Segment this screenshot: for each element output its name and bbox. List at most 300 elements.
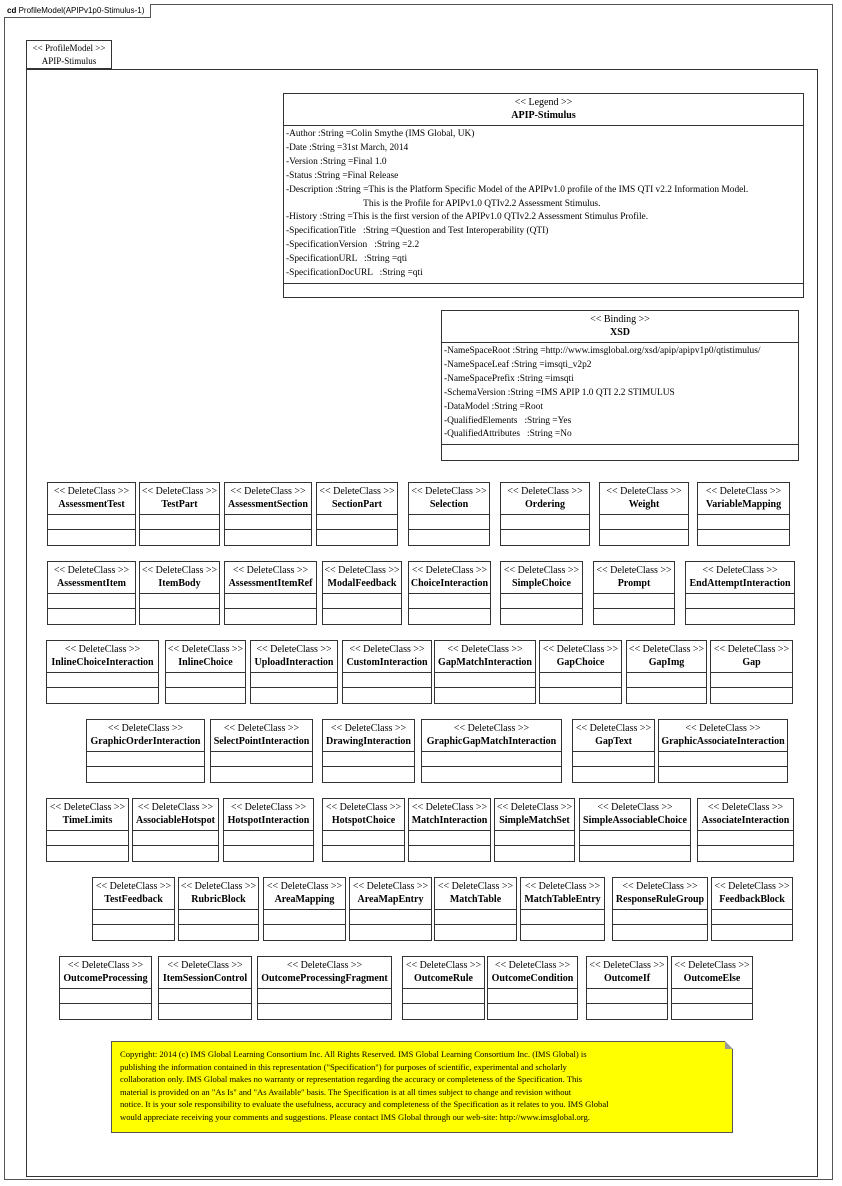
attribute-compartment [140, 594, 219, 609]
operation-compartment [540, 688, 621, 703]
class-stereotype: << DeleteClass >> [167, 960, 243, 971]
legend-attributes [284, 126, 803, 284]
operation-compartment [323, 846, 404, 861]
delete-class-prompt[interactable] [593, 561, 675, 625]
class-header [350, 878, 431, 910]
delete-class-weight[interactable] [599, 482, 689, 546]
class-stereotype: << DeleteClass >> [256, 644, 332, 655]
package-tab[interactable] [26, 40, 112, 69]
delete-class-outcome-else[interactable] [671, 956, 753, 1020]
class-header [264, 878, 345, 910]
copyright-text [120, 1048, 724, 1124]
class-name: HotspotChoice [331, 815, 396, 826]
operation-compartment [672, 1004, 752, 1019]
delete-class-select-point-interaction[interactable] [210, 719, 313, 783]
delete-class-outcome-condition[interactable] [487, 956, 578, 1020]
legend-attribute: This is the Profile for APIPv1.0 QTIv2.2 Assessment Stimulus. [286, 198, 601, 209]
delete-class-gap-match-interaction[interactable] [434, 640, 536, 704]
class-name: OutcomeElse [683, 973, 741, 984]
delete-class-section-part[interactable] [316, 482, 398, 546]
operation-compartment [224, 846, 313, 861]
class-header [323, 562, 401, 594]
class-header [48, 562, 135, 594]
class-header [672, 957, 752, 989]
class-stereotype: << DeleteClass >> [49, 802, 126, 813]
class-name: HotspotInteraction [227, 815, 310, 826]
class-header [225, 562, 316, 594]
attribute-compartment [323, 831, 404, 846]
class-stereotype: << DeleteClass >> [405, 960, 482, 971]
delete-class-graphic-gap-match-interaction[interactable] [421, 719, 562, 783]
class-header [409, 799, 490, 831]
legend-header [284, 94, 803, 126]
binding-attribute: -NameSpacePrefix :String =imsqti [444, 373, 574, 384]
class-name: InlineChoiceInteraction [51, 657, 154, 668]
legend-attribute: -Status :String =Final Release [286, 170, 399, 181]
operation-compartment [711, 688, 792, 703]
class-header [659, 720, 787, 752]
delete-class-simple-associable-choice[interactable] [579, 798, 691, 862]
operation-compartment [600, 530, 688, 545]
class-header [224, 799, 313, 831]
class-stereotype: << DeleteClass >> [324, 565, 400, 576]
class-stereotype: << DeleteClass >> [141, 565, 218, 576]
class-stereotype: << DeleteClass >> [330, 723, 407, 734]
binding-attribute: -DataModel :String =Root [444, 401, 544, 412]
operation-compartment [133, 846, 218, 861]
class-header [501, 562, 582, 594]
class-name: AssociableHotspot [136, 815, 215, 826]
attribute-compartment [47, 831, 128, 846]
attribute-compartment [48, 594, 135, 609]
legend-attribute: -SpecificationURL :String =qti [286, 254, 408, 265]
delete-class-response-rule-group[interactable] [612, 877, 708, 941]
attribute-compartment [435, 673, 535, 688]
class-stereotype: << DeleteClass >> [575, 723, 652, 734]
class-header [587, 957, 667, 989]
attribute-compartment [225, 515, 311, 530]
class-stereotype: << DeleteClass >> [447, 644, 523, 655]
delete-class-gap-text[interactable] [572, 719, 655, 783]
class-name: SimpleChoice [512, 578, 571, 589]
delete-class-hotspot-interaction[interactable] [223, 798, 314, 862]
attribute-compartment [686, 594, 794, 609]
class-name: GraphicGapMatchInteraction [426, 736, 557, 747]
attribute-compartment [159, 989, 251, 1004]
class-stereotype: << DeleteClass >> [628, 644, 705, 655]
delete-class-simple-choice[interactable] [500, 561, 583, 625]
operation-compartment [573, 767, 654, 782]
attribute-compartment [627, 673, 706, 688]
class-name: RubricBlock [191, 894, 246, 905]
class-stereotype: << DeleteClass >> [524, 881, 601, 892]
operation-compartment [317, 530, 397, 545]
class-header [521, 878, 604, 910]
class-header [323, 720, 414, 752]
legend-class[interactable] [283, 93, 804, 298]
binding-attributes [442, 343, 798, 445]
class-name: SectionPart [332, 499, 382, 510]
class-header [422, 720, 561, 752]
class-name: SelectPointInteraction [213, 736, 310, 747]
attribute-compartment [225, 594, 316, 609]
operation-compartment [403, 1004, 484, 1019]
attribute-compartment [350, 910, 431, 925]
class-stereotype: << DeleteClass >> [352, 881, 429, 892]
operation-compartment [60, 1004, 151, 1019]
class-stereotype: << DeleteClass >> [349, 644, 425, 655]
operation-compartment [179, 925, 258, 940]
attribute-compartment [343, 673, 431, 688]
binding-class[interactable] [441, 310, 799, 461]
class-name: AreaMapEntry [357, 894, 424, 905]
delete-class-time-limits[interactable] [46, 798, 129, 862]
class-name: Ordering [525, 499, 565, 510]
legend-stereotype: << Legend >> [514, 97, 573, 108]
delete-class-match-table-entry[interactable] [520, 877, 605, 941]
class-header [573, 720, 654, 752]
delete-class-match-interaction[interactable] [408, 798, 491, 862]
attribute-compartment [140, 515, 219, 530]
legend-attribute: -SpecificationDocURL :String =qti [286, 268, 423, 279]
operation-compartment [48, 530, 135, 545]
operation-compartment [627, 688, 706, 703]
delete-class-upload-interaction[interactable] [250, 640, 338, 704]
class-stereotype: << DeleteClass >> [64, 644, 141, 655]
attribute-compartment [659, 752, 787, 767]
class-stereotype: << DeleteClass >> [232, 565, 309, 576]
class-header [435, 878, 516, 910]
attribute-compartment [698, 831, 793, 846]
class-name: AreaMapping [274, 894, 335, 905]
attribute-compartment [323, 752, 414, 767]
operation-compartment [225, 609, 316, 624]
attribute-compartment [594, 594, 674, 609]
delete-class-match-table[interactable] [434, 877, 517, 941]
legend-name: APIP-Stimulus [511, 110, 576, 121]
delete-class-drawing-interaction[interactable] [322, 719, 415, 783]
class-header [47, 799, 128, 831]
legend-attribute: -Description :String =This is the Platform Specific Model of the APIPv1.0 profile of the IMS QTI v2.2 Information Model. [286, 184, 749, 195]
class-name: GapMatchInteraction [438, 657, 532, 668]
operation-compartment [594, 609, 674, 624]
class-stereotype: << DeleteClass >> [705, 486, 782, 497]
class-header [495, 799, 574, 831]
delete-class-outcome-rule[interactable] [402, 956, 485, 1020]
attribute-compartment [251, 673, 337, 688]
class-stereotype: << DeleteClass >> [230, 802, 307, 813]
delete-class-gap-choice[interactable] [539, 640, 622, 704]
class-stereotype: << DeleteClass >> [494, 960, 571, 971]
attribute-compartment [501, 515, 589, 530]
class-name: AssessmentSection [228, 499, 308, 510]
class-header [613, 878, 707, 910]
class-stereotype: << DeleteClass >> [137, 802, 214, 813]
class-name: ChoiceInteraction [410, 578, 489, 589]
class-stereotype: << DeleteClass >> [411, 565, 488, 576]
operation-compartment [48, 609, 135, 624]
frame-kind: cd [7, 6, 17, 15]
class-name: MatchTable [449, 894, 502, 905]
class-stereotype: << DeleteClass >> [107, 723, 184, 734]
class-name: AssessmentItem [57, 578, 126, 589]
operation-compartment [159, 1004, 251, 1019]
class-header [179, 878, 258, 910]
attribute-compartment [47, 673, 158, 688]
legend-attribute: -Author :String =Colin Smythe (IMS Global, UK) [286, 129, 475, 139]
operation-compartment [501, 609, 582, 624]
attribute-compartment [224, 831, 313, 846]
operation-compartment [422, 767, 561, 782]
delete-class-gap-img[interactable] [626, 640, 707, 704]
class-name: Gap [742, 657, 761, 668]
delete-class-area-mapping[interactable] [263, 877, 346, 941]
class-header [159, 957, 251, 989]
copyright-line: would appreciate receiving your comments and suggestions. Please contact IMS Global through our web-site: http://www.imsglobal.org. [120, 1111, 590, 1122]
legend-attribute: -SpecificationVersion :String =2.2 [286, 240, 420, 251]
class-stereotype: << DeleteClass >> [589, 960, 665, 971]
class-header [225, 483, 311, 515]
operation-compartment [613, 925, 707, 940]
class-name: OutcomeCondition [491, 973, 574, 984]
class-stereotype: << DeleteClass >> [141, 486, 218, 497]
attribute-compartment [435, 910, 516, 925]
binding-attribute: -QualifiedElements :String =Yes [444, 415, 572, 426]
class-header [711, 641, 792, 673]
class-stereotype: << DeleteClass >> [167, 644, 244, 655]
delete-class-inline-choice[interactable] [165, 640, 246, 704]
class-header [317, 483, 397, 515]
delete-class-associate-interaction[interactable] [697, 798, 794, 862]
class-stereotype: << DeleteClass >> [223, 723, 300, 734]
attribute-compartment [711, 673, 792, 688]
operation-compartment [435, 925, 516, 940]
class-header [87, 720, 204, 752]
operation-compartment [495, 846, 574, 861]
attribute-compartment [573, 752, 654, 767]
attribute-compartment [587, 989, 667, 1004]
copyright-line: collaboration only. IMS Global makes no warranty or representation regarding the accuracy or completeness of the Specification. This [120, 1074, 583, 1085]
class-name: Weight [628, 499, 660, 510]
class-header [501, 483, 589, 515]
copyright-note[interactable] [111, 1041, 733, 1133]
class-stereotype: << DeleteClass >> [713, 644, 790, 655]
operation-compartment [140, 609, 219, 624]
attribute-compartment [409, 515, 489, 530]
operation-compartment [435, 688, 535, 703]
operation-compartment [501, 530, 589, 545]
class-header [540, 641, 621, 673]
attribute-compartment [317, 515, 397, 530]
attribute-compartment [264, 910, 345, 925]
operation-compartment [698, 530, 789, 545]
class-name: VariableMapping [705, 499, 782, 510]
class-header [600, 483, 688, 515]
class-name: SimpleMatchSet [499, 815, 570, 826]
class-name: GapText [595, 736, 632, 747]
operation-compartment [211, 767, 312, 782]
class-name: OutcomeProcessingFragment [261, 973, 388, 984]
attribute-compartment [580, 831, 690, 846]
class-header [323, 799, 404, 831]
operation-compartment [712, 925, 792, 940]
delete-class-test-part[interactable] [139, 482, 220, 546]
class-name: OutcomeProcessing [63, 973, 148, 984]
class-header [403, 957, 484, 989]
delete-class-hotspot-choice[interactable] [322, 798, 405, 862]
class-name: OutcomeRule [414, 973, 473, 984]
class-stereotype: << DeleteClass >> [286, 960, 363, 971]
class-header [60, 957, 151, 989]
delete-class-item-body[interactable] [139, 561, 220, 625]
attribute-compartment [501, 594, 582, 609]
delete-class-outcome-processing[interactable] [59, 956, 152, 1020]
attribute-compartment [166, 673, 245, 688]
class-stereotype: << DeleteClass >> [542, 644, 619, 655]
class-header [140, 483, 219, 515]
binding-header [442, 311, 798, 343]
operation-compartment [323, 767, 414, 782]
delete-class-variable-mapping[interactable] [697, 482, 790, 546]
operation-compartment [698, 846, 793, 861]
attribute-compartment [521, 910, 604, 925]
operation-compartment [47, 688, 158, 703]
delete-class-area-map-entry[interactable] [349, 877, 432, 941]
class-stereotype: << DeleteClass >> [53, 486, 130, 497]
operation-compartment [521, 925, 604, 940]
class-stereotype: << DeleteClass >> [230, 486, 306, 497]
delete-class-ordering[interactable] [500, 482, 590, 546]
class-header [698, 483, 789, 515]
class-name: GapImg [648, 657, 685, 668]
class-name: EndAttemptInteraction [689, 578, 791, 589]
class-stereotype: << DeleteClass >> [597, 802, 673, 813]
class-stereotype: << DeleteClass >> [674, 960, 750, 971]
class-name: TestPart [161, 499, 198, 510]
delete-class-rubric-block[interactable] [178, 877, 259, 941]
class-name: InlineChoice [178, 657, 233, 668]
copyright-line: notice. It is your sole responsibility to evaluate the usefulness, accuracy and completeness of the Specification as it relates to you. IMS Global [120, 1099, 609, 1110]
copyright-line: publishing the information contained in this representation ("Specification") for purposes of scientific, experimental and scholarly [120, 1061, 567, 1072]
operation-compartment [87, 767, 204, 782]
class-stereotype: << DeleteClass >> [685, 723, 761, 734]
class-stereotype: << DeleteClass >> [453, 723, 530, 734]
delete-class-selection[interactable] [408, 482, 490, 546]
delete-class-choice-interaction[interactable] [408, 561, 491, 625]
class-stereotype: << DeleteClass >> [503, 565, 580, 576]
attribute-compartment [409, 831, 490, 846]
delete-class-custom-interaction[interactable] [342, 640, 432, 704]
class-stereotype: << DeleteClass >> [496, 802, 573, 813]
frame-title-tab[interactable] [4, 4, 151, 18]
operation-compartment [166, 688, 245, 703]
class-name: AssessmentItemRef [228, 578, 313, 589]
delete-class-assessment-section[interactable] [224, 482, 312, 546]
delete-class-item-session-control[interactable] [158, 956, 252, 1020]
class-stereotype: << DeleteClass >> [596, 565, 672, 576]
class-stereotype: << DeleteClass >> [622, 881, 698, 892]
class-header [435, 641, 535, 673]
delete-class-assessment-test[interactable] [47, 482, 136, 546]
operation-compartment [323, 609, 401, 624]
class-header [580, 799, 690, 831]
attribute-compartment [133, 831, 218, 846]
delete-class-outcome-processing-fragment[interactable] [257, 956, 392, 1020]
operation-compartment [225, 530, 311, 545]
attribute-compartment [48, 515, 135, 530]
class-stereotype: << DeleteClass >> [180, 881, 257, 892]
operation-compartment [93, 925, 174, 940]
note-corner-fold [725, 1041, 733, 1049]
delete-class-modal-feedback[interactable] [322, 561, 402, 625]
class-stereotype: << DeleteClass >> [702, 565, 778, 576]
delete-class-associable-hotspot[interactable] [132, 798, 219, 862]
attribute-compartment [495, 831, 574, 846]
operation-compartment [264, 925, 345, 940]
class-header [258, 957, 391, 989]
class-name: DrawingInteraction [326, 736, 411, 747]
operation-compartment [350, 925, 431, 940]
delete-class-simple-match-set[interactable] [494, 798, 575, 862]
class-header [488, 957, 577, 989]
operation-compartment [140, 530, 219, 545]
delete-class-assessment-item[interactable] [47, 561, 136, 625]
class-name: MatchInteraction [411, 815, 488, 826]
delete-class-graphic-order-interaction[interactable] [86, 719, 205, 783]
attribute-compartment [672, 989, 752, 1004]
binding-attribute: -NameSpaceLeaf :String =imsqti_v2p2 [444, 359, 592, 370]
class-stereotype: << DeleteClass >> [53, 565, 130, 576]
delete-class-feedback-block[interactable] [711, 877, 793, 941]
operation-compartment [587, 1004, 667, 1019]
class-header [409, 562, 490, 594]
class-name: AssociateInteraction [701, 815, 790, 826]
class-name: TimeLimits [62, 815, 113, 826]
class-name: AssessmentTest [58, 499, 125, 510]
class-header [133, 799, 218, 831]
class-header [166, 641, 245, 673]
class-header [686, 562, 794, 594]
delete-class-gap[interactable] [710, 640, 793, 704]
class-name: GapChoice [556, 657, 605, 668]
operation-compartment [409, 530, 489, 545]
class-stereotype: << DeleteClass >> [411, 802, 488, 813]
delete-class-inline-choice-interaction[interactable] [46, 640, 159, 704]
operation-compartment [251, 688, 337, 703]
attribute-compartment [698, 515, 789, 530]
class-stereotype: << DeleteClass >> [67, 960, 144, 971]
delete-class-outcome-if[interactable] [586, 956, 668, 1020]
operation-compartment [488, 1004, 577, 1019]
class-stereotype: << DeleteClass >> [714, 881, 790, 892]
class-name: GraphicOrderInteraction [90, 736, 201, 747]
attribute-compartment [600, 515, 688, 530]
delete-class-graphic-associate-interaction[interactable] [658, 719, 788, 783]
delete-class-assessment-item-ref[interactable] [224, 561, 317, 625]
attribute-compartment [613, 910, 707, 925]
class-header [251, 641, 337, 673]
class-name: FeedbackBlock [719, 894, 785, 905]
attribute-compartment [60, 989, 151, 1004]
class-name: Selection [429, 499, 469, 510]
attribute-compartment [179, 910, 258, 925]
delete-class-test-feedback[interactable] [92, 877, 175, 941]
operation-compartment [409, 609, 490, 624]
class-header [140, 562, 219, 594]
legend-attribute: -SpecificationTitle :String =Question and Test Interoperability (QTI) [286, 226, 549, 237]
delete-class-end-attempt-interaction[interactable] [685, 561, 795, 625]
copyright-line: material is provided on an "As Is" and "As Available" basis. The Specification is at all times subject to change and revision without [120, 1086, 572, 1097]
